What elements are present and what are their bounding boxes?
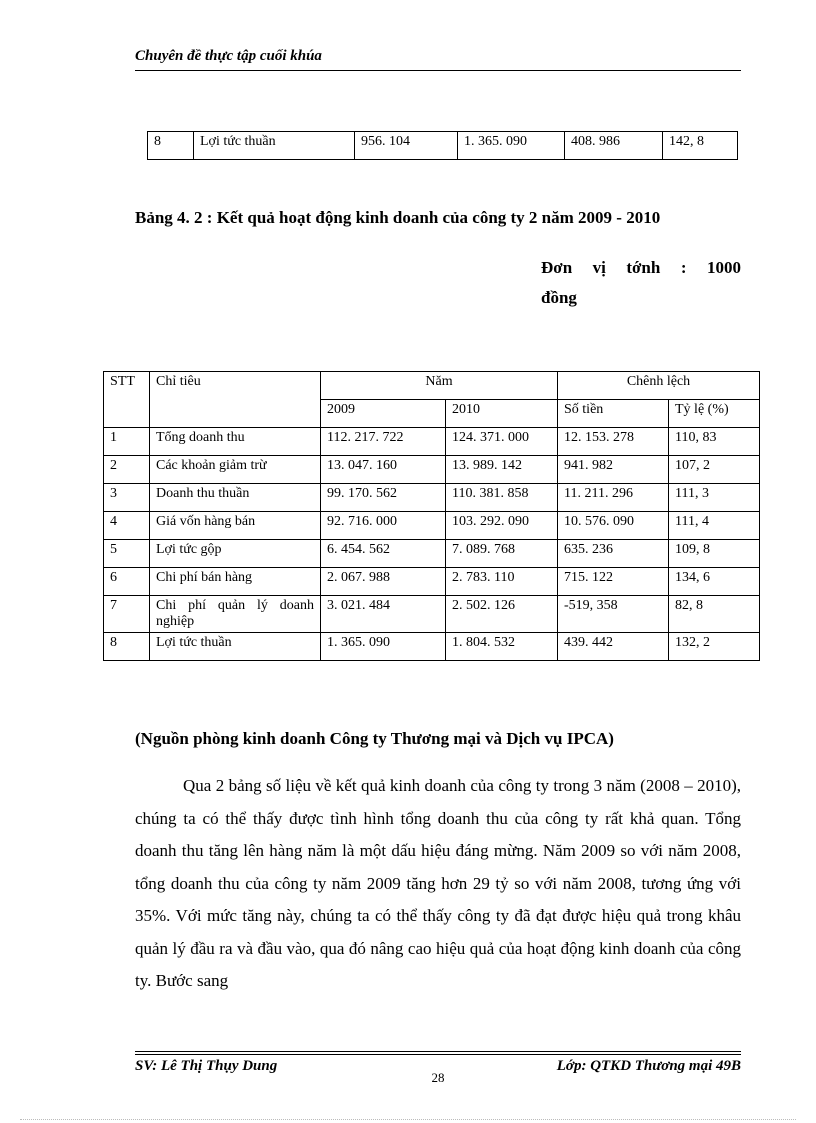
table-cell: 2. 783. 110 [446,568,558,596]
table-cell: 8 [148,132,194,160]
table-cell: Chi phí bán hàng [150,568,321,596]
body-paragraph: Qua 2 bảng số liệu về kết quả kinh doanh của công ty trong 3 năm (2008 – 2010), chúng ta có thể thấy được tình hình tổng doanh thu của công ty rất khả quan. Tổng doanh thu tăng lên hàng năm là một dấu hiệu đáng mừng. Năm 2009 so với năm 2008, tổng doanh thu của công ty năm 2009 tăng hơn 29 tỷ so với năm 2008, tương ứng với 35%. Với mức tăng này, chúng ta có thể thấy công ty đã đạt được hiệu quả trong khâu quản lý đầu ra và đầu vào, qua đó nâng cao hiệu quả của hoạt động kinh doanh của công ty. Bước sang [135,776,741,990]
table-cell: 111, 3 [669,484,760,512]
table-cell: Lợi tức thuần [194,132,355,160]
table-cell: 112. 217. 722 [321,428,446,456]
table-cell: 10. 576. 090 [558,512,669,540]
table-cell: Lợi tức gộp [150,540,321,568]
table-cell: 2 [104,456,150,484]
table-cell: Lợi tức thuần [150,633,321,661]
table-row [104,512,760,540]
footer-rule [135,1054,741,1055]
table-cell: 2. 502. 126 [446,596,558,633]
table-cell: -519, 358 [558,596,669,633]
table-cell: 99. 170. 562 [321,484,446,512]
table-cell: 1. 804. 532 [446,633,558,661]
unit-word: : [680,258,687,277]
table-cell: 408. 986 [565,132,663,160]
table-cell: 1 [104,428,150,456]
table-cell: 110, 83 [669,428,760,456]
table-cell: Doanh thu thuần [150,484,321,512]
table-cell: 1. 365. 090 [321,633,446,661]
source-note: (Nguồn phòng kinh doanh Công ty Thương mại và Dịch vụ IPCA) [135,729,614,748]
table-cell: 110. 381. 858 [446,484,558,512]
table-cell: 124. 371. 000 [446,428,558,456]
header-stt: STT [104,372,150,428]
table-cell: 12. 153. 278 [558,428,669,456]
table-cell: 2. 067. 988 [321,568,446,596]
page-edge [20,1119,796,1120]
table-cell: Tổng doanh thu [150,428,321,456]
table-cell: 92. 716. 000 [321,512,446,540]
table-row [104,484,760,512]
table-cell: 82, 8 [669,596,760,633]
header-so-tien: Số tiền [558,400,669,428]
footer-class: Lớp: QTKD Thương mại 49B [556,1058,741,1074]
table-cell: 7 [104,596,150,633]
table-cell: 7. 089. 768 [446,540,558,568]
table-cell: 8 [104,633,150,661]
footer-student: SV: Lê Thị Thụy Dung [135,1058,278,1074]
header-nam: Năm [321,372,558,400]
table-cell: 3 [104,484,150,512]
table-cell: 13. 047. 160 [321,456,446,484]
table-cell: 941. 982 [558,456,669,484]
table-row [104,596,760,633]
header-2009: 2009 [321,400,446,428]
table-cell: 134, 6 [669,568,760,596]
table-cell: 715. 122 [558,568,669,596]
unit-word: đồng [541,288,577,307]
table-row [148,132,738,160]
table-cell: 1. 365. 090 [458,132,565,160]
table-cell: 635. 236 [558,540,669,568]
table-cell: 4 [104,512,150,540]
table-cell: 6. 454. 562 [321,540,446,568]
table-cell: 109, 8 [669,540,760,568]
table-cell: Chi phí quản lý doanh nghiệp [150,596,321,633]
table-cell: 11. 211. 296 [558,484,669,512]
table-header-row [104,372,760,400]
table-row [104,428,760,456]
table-cell: 103. 292. 090 [446,512,558,540]
table-cell: 13. 989. 142 [446,456,558,484]
table-row [104,633,760,661]
table-cell: 111, 4 [669,512,760,540]
table-cell: Giá vốn hàng bán [150,512,321,540]
table-cell: Các khoản giảm trừ [150,456,321,484]
table-cell: 142, 8 [663,132,738,160]
unit-word: 1000 [706,258,741,277]
table-cell: 6 [104,568,150,596]
header-ty-le: Tỷ lệ (%) [669,400,760,428]
header-rule [135,70,741,71]
header-2010: 2010 [446,400,558,428]
page-number: 28 [431,1070,445,1085]
table-cell: 439. 442 [558,633,669,661]
results-table [103,371,760,661]
table-cell: 132, 2 [669,633,760,661]
footer-rule [135,1051,741,1052]
header-chi-tieu: Chỉ tiêu [150,372,321,428]
header-chenh-lech: Chênh lệch [558,372,760,400]
unit-note [541,253,741,313]
unit-word: Đơn [541,258,573,277]
table-cell: 5 [104,540,150,568]
table-cell: 3. 021. 484 [321,596,446,633]
table-cell: 107, 2 [669,456,760,484]
table-row [104,456,760,484]
table-row [104,568,760,596]
previous-table-fragment [147,131,738,160]
table-cell: 956. 104 [355,132,458,160]
unit-word: tớnh [626,258,661,277]
table-caption: Bảng 4. 2 : Kết quả hoạt động kinh doanh của công ty 2 năm 2009 - 2010 [135,208,661,227]
running-header: Chuyên đề thực tập cuối khúa [135,48,322,64]
table-row [104,540,760,568]
unit-word: vị [592,258,606,277]
